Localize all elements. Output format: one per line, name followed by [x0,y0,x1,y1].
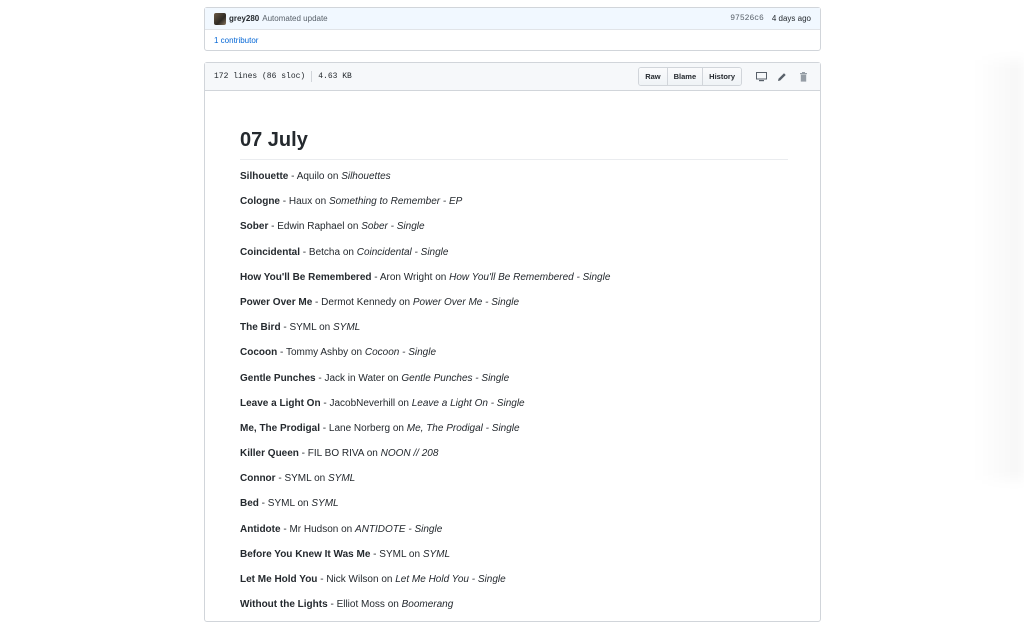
on-word: on [312,196,329,208]
list-item [240,220,785,233]
separator: - [371,271,380,283]
list-item [240,346,785,359]
list-item [240,548,785,561]
on-word: on [390,422,407,434]
song-artist: Aron Wright [379,271,433,283]
song-album: Power Over Me - Single [412,296,520,308]
commit-tease [204,7,821,51]
song-album: Me, The Prodigal - Single [406,422,520,434]
on-word: on [384,599,402,611]
song-artist: Jack in Water [324,372,385,384]
commit-header [205,8,820,30]
list-item [240,573,785,586]
on-word: on [384,372,402,384]
commit-sha-link[interactable]: 97526c6 [730,14,764,23]
song-album: SYML [333,322,361,334]
raw-button[interactable]: Raw [639,68,667,85]
song-album: Boomerang [401,599,454,611]
on-word: on [340,246,357,258]
song-title: Cologne [240,196,280,208]
song-album: Let Me Hold You - Single [395,574,506,585]
song-title: Let Me Hold You [240,574,318,585]
separator: - [320,397,330,409]
song-title: Me, The Prodigal [240,422,321,434]
pencil-icon[interactable] [774,70,790,84]
song-title: Leave a Light On [240,397,321,409]
song-artist: SYML [379,548,407,560]
list-item [240,372,785,385]
list-item [240,246,785,259]
song-artist: Aquilo [296,171,325,182]
file-info [214,71,352,82]
on-word: on [363,448,381,460]
song-artist: Haux [288,196,313,208]
song-title: Power Over Me [240,296,313,308]
list-item [240,472,785,485]
song-list [240,170,785,611]
song-album: SYML [311,498,339,510]
separator: - [280,322,290,334]
list-item [240,195,785,208]
song-artist: SYML [267,498,295,510]
list-item [240,523,785,536]
list-item [240,422,785,435]
file-viewer [204,62,821,622]
on-word: on [348,347,365,359]
avatar[interactable] [214,13,226,25]
blame-button[interactable]: Blame [668,68,704,85]
song-album: Silhouettes [341,171,391,182]
song-artist: JacobNeverhill [329,397,396,409]
song-album: SYML [328,473,356,485]
song-album: Coincidental - Single [356,246,449,258]
song-album: ANTIDOTE - Single [355,523,443,535]
song-title: Without the Lights [240,599,328,611]
song-artist: Tommy Ashby [285,347,349,359]
on-word: on [406,548,423,560]
on-word: on [316,322,334,334]
song-album: Sober - Single [361,221,425,233]
commit-message[interactable]: Automated update [262,14,328,23]
song-artist: Nick Wilson [326,574,379,585]
on-word: on [396,296,413,308]
desktop-icon[interactable] [753,70,769,84]
separator: - [320,422,329,434]
song-album: NOON // 208 [380,448,439,460]
on-word: on [294,498,312,510]
list-item [240,447,785,460]
song-artist: Edwin Raphael [277,221,345,233]
song-album: Cocoon - Single [364,347,437,359]
song-title: Gentle Punches [240,372,316,384]
on-word: on [324,171,342,182]
file-size: 4.63 KB [318,72,352,81]
on-word: on [378,574,396,585]
commit-author-link[interactable]: grey280 [229,14,260,23]
separator: - [258,498,268,510]
separator: - [370,548,380,560]
song-album: How You'll Be Remembered - Single [449,271,611,283]
separator: - [327,599,337,611]
song-artist: Dermot Kennedy [321,296,397,308]
song-title: Antidote [240,523,281,535]
file-line-count: 172 lines (86 sloc) [214,72,306,81]
file-actions-group [638,67,742,86]
song-title: Killer Queen [240,448,299,460]
on-word: on [344,221,362,233]
list-item [240,296,785,309]
list-item [240,170,785,183]
song-album: Something to Remember - EP [328,196,463,208]
song-album: Leave a Light On - Single [411,397,525,409]
song-title: The Bird [240,322,281,334]
separator: - [275,473,285,485]
contributors-row [205,30,820,51]
contributors-link[interactable]: 1 contributor [214,36,259,45]
on-word: on [311,473,328,485]
separator: - [277,347,286,359]
song-artist: FIL BO RIVA [307,448,364,460]
song-album: Gentle Punches - Single [401,372,510,384]
separator: - [298,448,308,460]
page-edge-shadow [974,60,1024,480]
song-artist: Mr Hudson [289,523,339,535]
separator: - [300,246,309,258]
list-item [240,497,785,510]
song-title: Before You Knew It Was Me [240,548,371,560]
song-title: How You'll Be Remembered [240,271,372,283]
separator: - [317,574,327,585]
file-info-divider [311,71,312,82]
list-item [240,321,785,334]
on-word: on [395,397,412,409]
song-album: SYML [422,548,451,560]
song-artist: Betcha [308,246,341,258]
markdown-body [205,91,820,611]
page-title: 07 July [240,127,788,160]
separator: - [280,523,290,535]
separator: - [315,372,325,384]
file-header [205,63,820,91]
history-button[interactable]: History [703,68,741,85]
song-artist: SYML [284,473,312,485]
song-artist: SYML [289,322,317,334]
list-item [240,271,785,284]
separator: - [280,196,289,208]
commit-age: 4 days ago [771,14,811,23]
song-artist: Lane Norberg [328,422,391,434]
on-word: on [338,523,356,535]
trash-icon[interactable] [795,70,811,84]
separator: - [288,171,297,182]
song-title: Cocoon [240,347,278,359]
list-item [240,397,785,410]
song-artist: Elliot Moss [336,599,385,611]
song-title: Sober [240,221,269,233]
song-title: Silhouette [240,171,289,182]
song-title: Coincidental [240,246,301,258]
separator: - [268,221,278,233]
on-word: on [432,271,450,283]
song-title: Connor [240,473,276,485]
song-title: Bed [240,498,259,510]
separator: - [312,296,322,308]
